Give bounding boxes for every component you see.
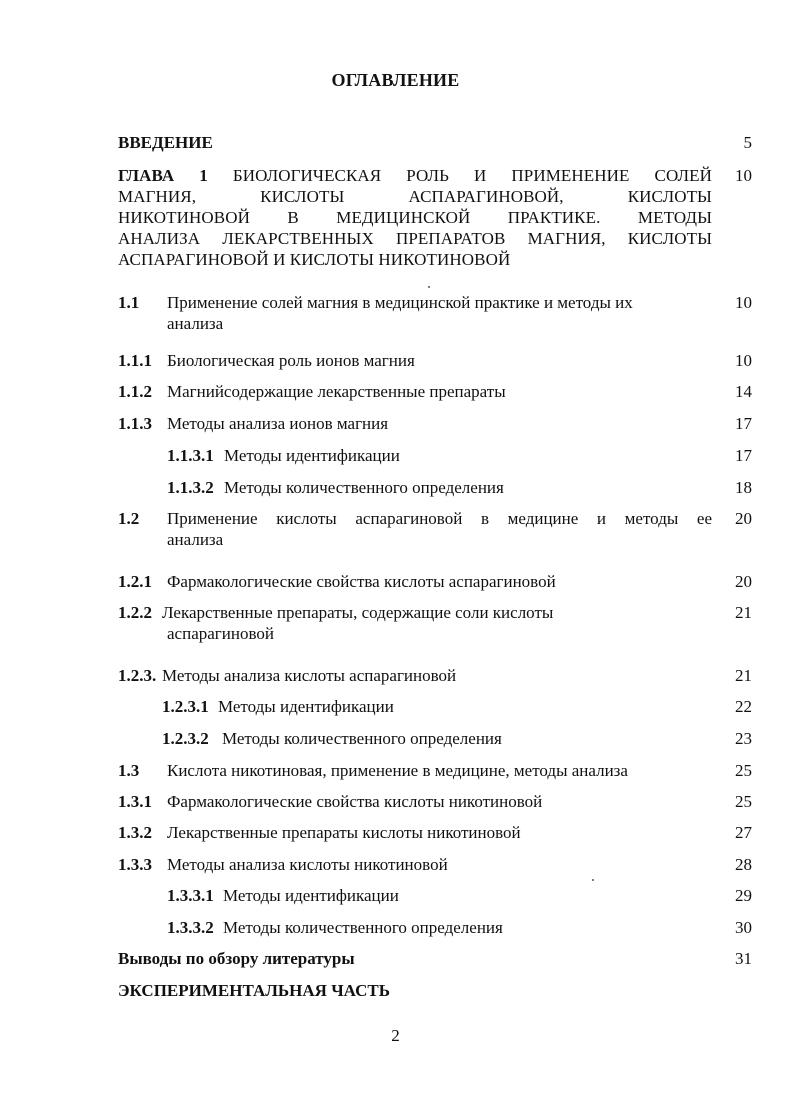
toc-num-1-3-1: 1.3.1 [118, 792, 152, 811]
toc-num-1-1-3: 1.1.3 [118, 414, 152, 433]
toc-text-1-1-3-1: Методы идентификации [224, 446, 400, 465]
chapter-1-line-1: БИОЛОГИЧЕСКАЯ РОЛЬ И ПРИМЕНЕНИЕ СОЛЕЙ [232, 166, 712, 185]
toc-num-1-2-3: 1.2.3. [118, 666, 157, 685]
toc-num-1-3: 1.3 [118, 761, 140, 780]
toc-num-1-3-3-2: 1.3.3.2 [167, 918, 214, 937]
toc-text-1-2-3-1: Методы идентификации [218, 697, 394, 716]
toc-num-1-1-1: 1.1.1 [118, 351, 152, 370]
toc-text-1-3-3: Методы анализа кислоты никотиновой [167, 855, 448, 874]
scan-speck [428, 286, 430, 288]
toc-page-1-2-3-2: 23 [735, 729, 752, 748]
toc-text-1-3-3-2: Методы количественного определения [223, 918, 503, 937]
toc-page-1-1: 10 [735, 293, 752, 312]
toc-text-1-1-2: Магнийсодержащие лекарственные препараты [167, 382, 506, 401]
toc-num-1-1-3-1: 1.1.3.1 [167, 446, 214, 465]
toc-text-1-2-line1: Применение кислоты аспарагиновой в медицине и методы ее [167, 509, 712, 528]
toc-num-1-3-3-1: 1.3.3.1 [167, 886, 214, 905]
toc-text-1-1-3-2: Методы количественного определения [224, 478, 504, 497]
toc-text-1-1-1: Биологическая роль ионов магния [167, 351, 415, 370]
chapter-1-line-5: АСПАРАГИНОВОЙ И КИСЛОТЫ НИКОТИНОВОЙ [118, 250, 511, 269]
toc-text-1-1-line2: анализа [167, 314, 224, 333]
chapter-1-title [118, 165, 712, 270]
toc-text-1-3: Кислота никотиновая, применение в медицине, методы анализа [167, 761, 628, 780]
toc-page-1-3-3-2: 30 [735, 918, 752, 937]
toc-text-1-1-3: Методы анализа ионов магния [167, 414, 389, 433]
conclusions-page: 31 [735, 949, 752, 968]
toc-page-1-3-1: 25 [735, 792, 752, 811]
toc-num-1-1-2: 1.1.2 [118, 382, 152, 401]
conclusions-label: Выводы по обзору литературы [118, 949, 355, 968]
toc-page-1-3: 25 [735, 761, 752, 780]
toc-text-1-3-2: Лекарственные препараты кислоты никотиновой [167, 823, 521, 842]
toc-page-1-3-3-1: 29 [735, 886, 752, 905]
toc-text-1-2-2-line2: аспарагиновой [167, 624, 274, 643]
toc-page-1-1-2: 14 [735, 382, 752, 401]
intro-label: ВВЕДЕНИЕ [118, 133, 213, 152]
toc-page-1-2-1: 20 [735, 572, 752, 591]
toc-num-1-2-3-1: 1.2.3.1 [162, 697, 209, 716]
toc-page-1-2: 20 [735, 509, 752, 528]
toc-num-1-1: 1.1 [118, 293, 140, 312]
experimental-label: ЭКСПЕРИМЕНТАЛЬНАЯ ЧАСТЬ [118, 981, 390, 1000]
toc-text-1-3-1: Фармакологические свойства кислоты никотиновой [167, 792, 543, 811]
toc-page-1-3-3: 28 [735, 855, 752, 874]
toc-page-1-2-2: 21 [735, 603, 752, 622]
toc-text-1-2-line2: анализа [167, 530, 224, 549]
chapter-1-line-2: МАГНИЯ, КИСЛОТЫ АСПАРАГИНОВОЙ, КИСЛОТЫ [118, 187, 712, 206]
toc-page-1-3-2: 27 [735, 823, 752, 842]
toc-page-1-1-3-2: 18 [735, 478, 752, 497]
chapter-1-page: 10 [735, 166, 752, 185]
chapter-1-line-3: НИКОТИНОВОЙ В МЕДИЦИНСКОЙ ПРАКТИКЕ. МЕТОДЫ [118, 208, 712, 227]
page-title: ОГЛАВЛЕНИЕ [331, 70, 460, 90]
toc-page-1-1-3-1: 17 [735, 446, 752, 465]
toc-page-1-2-3: 21 [735, 666, 752, 685]
toc-text-1-2-3: Методы анализа кислоты аспарагиновой [162, 666, 457, 685]
toc-num-1-2-1: 1.2.1 [118, 572, 152, 591]
intro-page: 5 [743, 133, 752, 152]
scan-speck [592, 879, 594, 881]
toc-num-1-1-3-2: 1.1.3.2 [167, 478, 214, 497]
toc-num-1-2-3-2: 1.2.3.2 [162, 729, 209, 748]
toc-page-1-1-3: 17 [735, 414, 752, 433]
toc-num-1-3-3: 1.3.3 [118, 855, 152, 874]
toc-num-1-2-2: 1.2.2 [118, 603, 152, 622]
chapter-1-line-4: АНАЛИЗА ЛЕКАРСТВЕННЫХ ПРЕПАРАТОВ МАГНИЯ, КИСЛОТЫ [118, 229, 712, 248]
toc-page-1-2-3-1: 22 [735, 697, 752, 716]
toc-text-1-2-3-2: Методы количественного определения [222, 729, 502, 748]
toc-page-1-1-1: 10 [735, 351, 752, 370]
toc-num-1-2: 1.2 [118, 509, 140, 528]
toc-text-1-1-line1: Применение солей магния в медицинской практике и методы их [167, 293, 633, 312]
toc-text-1-3-3-1: Методы идентификации [223, 886, 399, 905]
chapter-1-prefix: ГЛАВА 1 [118, 166, 208, 185]
page-number: 2 [391, 1026, 400, 1045]
toc-text-1-2-1: Фармакологические свойства кислоты аспарагиновой [167, 572, 556, 591]
toc-num-1-3-2: 1.3.2 [118, 823, 152, 842]
toc-text-1-2-2-line1: Лекарственные препараты, содержащие соли кислоты [162, 603, 554, 622]
